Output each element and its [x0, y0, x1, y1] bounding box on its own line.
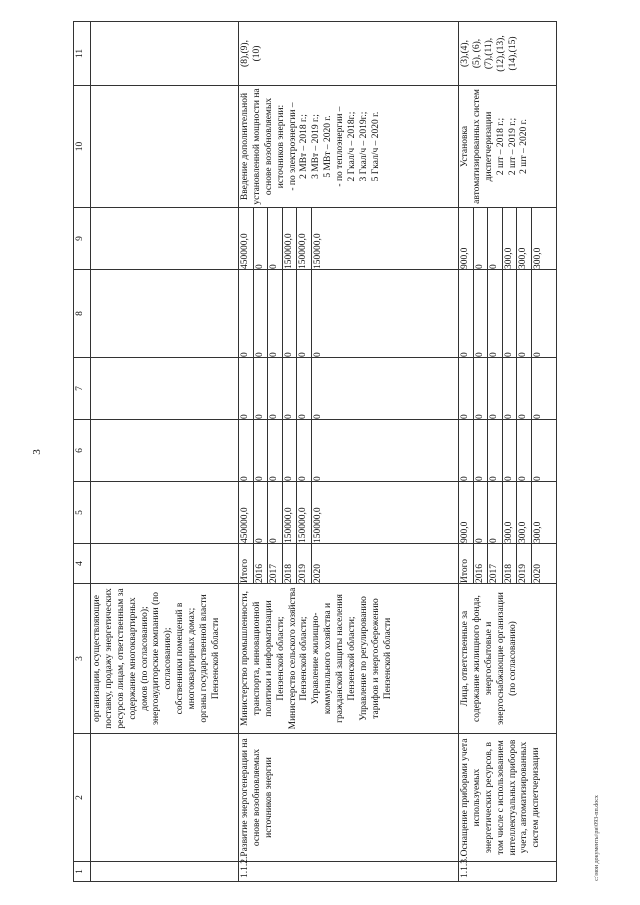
value-cell: 0	[267, 420, 282, 481]
cont-empty-4	[91, 544, 239, 584]
funding-col-9	[459, 208, 557, 270]
value-cell: 150000,0	[282, 208, 297, 269]
executors: Министерство промышленности, транспорта, инновационной политики и информатизации Пензенской области; Министерство сельского хозяйства Пензенской области; Управление жилищно-коммунального хозяйства и гражданской защиты населения Пензенской области; Управление по регулированию тарифов и энергосбережению Пензенской области	[239, 584, 459, 734]
value-cell: 0	[502, 358, 517, 419]
value-cell: 0	[296, 358, 311, 419]
indicator-refs: (8),(9), (10)	[239, 22, 459, 86]
value-cell: 0	[487, 270, 502, 357]
value-cell: 300,0	[516, 208, 531, 269]
col-header-2: 2	[74, 734, 91, 862]
year-label: 2016	[253, 544, 268, 583]
value-cell: 0	[473, 482, 488, 543]
target-indicator: Введение дополнительной установленной мощности на основе возобновляемых источников энергии: - по электроэнергии – 2 МВт – 2018 г.; 3 МВт – 2019 г.; 5 МВт – 2020 г. - по теплоэнергии – 2 Гкал/ч – 2018г.; 3 Гкал/ч – 2019г.; 5 Гкал/ч – 2020 г.	[239, 86, 459, 208]
value-cell: 0	[253, 482, 268, 543]
value-cell: 0	[267, 358, 282, 419]
value-cell: 0	[473, 420, 488, 481]
value-cell: 0	[516, 358, 531, 419]
value-cell: 0	[502, 270, 517, 357]
value-cell: 150000,0	[296, 208, 311, 269]
value-cell: 0	[460, 352, 470, 357]
value-cell: 0	[240, 476, 250, 481]
col-header-1: 1	[74, 862, 91, 882]
years-column	[459, 544, 557, 584]
value-cell: 0	[282, 358, 297, 419]
value-cell: 0	[473, 358, 488, 419]
col-header-9: 9	[74, 208, 91, 270]
value-cell: 0	[296, 270, 311, 357]
value-cell: 0	[311, 420, 326, 481]
col-header-8: 8	[74, 270, 91, 358]
value-cell: 0	[487, 208, 502, 269]
value-cell: 300,0	[531, 482, 546, 543]
year-label: 2018	[502, 544, 517, 583]
funding-col-7	[239, 358, 459, 420]
value-cell: 0	[282, 420, 297, 481]
value-cell: 0	[460, 414, 470, 419]
cont-empty-10	[91, 86, 239, 208]
table-row	[459, 22, 557, 882]
col-header-11: 11	[74, 22, 91, 86]
value-cell: 0	[311, 270, 326, 357]
value-cell: 150000,0	[311, 482, 326, 543]
value-cell: 150000,0	[282, 482, 297, 543]
years-column	[239, 544, 459, 584]
funding-col-7	[459, 358, 557, 420]
value-cell: 0	[253, 358, 268, 419]
value-cell: 0	[473, 270, 488, 357]
funding-total-column	[239, 482, 459, 544]
activity-name: Развитие энергогенерации на основе возобновляемых источников энергии	[239, 734, 459, 862]
year-total-label: Итого	[460, 558, 470, 583]
value-cell: 0	[487, 358, 502, 419]
activity-name: Оснащение приборами учета используемых энергетических ресурсов, в том числе с использованием интеллектуальных приборов учета, автоматизированных систем диспетчеризации	[459, 734, 557, 862]
col-header-4: 4	[74, 544, 91, 584]
value-cell: 0	[531, 270, 546, 357]
value-cell: 0	[516, 270, 531, 357]
value-cell: 0	[531, 420, 546, 481]
value-cell: 0	[253, 270, 268, 357]
value-cell: 0	[502, 420, 517, 481]
value-cell: 150000,0	[296, 482, 311, 543]
value-cell: 0	[267, 270, 282, 357]
funding-col-8	[459, 270, 557, 358]
value-cell: 0	[267, 482, 282, 543]
cont-name-cell	[91, 734, 239, 862]
cont-empty-11	[91, 22, 239, 86]
value-cell: 0	[267, 208, 282, 269]
value-cell: 300,0	[516, 482, 531, 543]
value-cell: 0	[460, 476, 470, 481]
program-activities-table	[73, 21, 557, 882]
year-label: 2020	[311, 544, 326, 583]
value-cell: 450000,0	[240, 233, 250, 269]
cont-empty-5	[91, 482, 239, 544]
value-cell: 900,0	[460, 247, 470, 269]
col-header-3: 3	[74, 584, 91, 734]
value-cell: 0	[487, 420, 502, 481]
value-cell: 300,0	[502, 482, 517, 543]
value-cell: 0	[253, 208, 268, 269]
target-indicator: Установка автоматизированных систем диспетчеризации 2 шт – 2018 г.; 2 шт – 2019 г.; 2 шт – 2020 г.	[459, 86, 557, 208]
col-header-6: 6	[74, 420, 91, 482]
value-cell: 300,0	[502, 208, 517, 269]
rotated-table-container	[73, 22, 548, 882]
value-cell: 0	[240, 352, 250, 357]
funding-col-8	[239, 270, 459, 358]
value-cell: 0	[531, 358, 546, 419]
footer-file-path: c:\мои документы\ри\093-пп.docx	[594, 795, 600, 881]
funding-col-9	[239, 208, 459, 270]
continuation-row	[91, 22, 239, 882]
value-cell: 0	[296, 420, 311, 481]
cont-executors-cell: организации, осуществляющие поставку, продажу энергетических ресурсов лицам, ответственным за содержание многоквартирных домов (по согласованию); энергоаудиторские компании (по согласованию); собственники помещений в многоквартирных домах; органы государственной власти Пензенской области	[91, 584, 239, 734]
value-cell: 450000,0	[240, 507, 250, 543]
col-header-7: 7	[74, 358, 91, 420]
table-row	[239, 22, 459, 882]
value-cell: 300,0	[531, 208, 546, 269]
value-cell: 0	[240, 414, 250, 419]
funding-col-6	[239, 420, 459, 482]
year-label: 2019	[296, 544, 311, 583]
value-cell: 0	[253, 420, 268, 481]
executors: Лица, ответственные за содержание жилищного фонда, энергосбытовые и энергоснабжающие организации (по согласованию)	[459, 584, 557, 734]
year-label: 2017	[267, 544, 282, 583]
value-cell: 0	[282, 270, 297, 357]
column-number-row	[74, 22, 91, 882]
year-label: 2020	[531, 544, 546, 583]
cont-empty-9	[91, 208, 239, 270]
value-cell: 0	[516, 420, 531, 481]
indicator-refs: (3),(4), (5), (6), (7),(11), (12),(13), (14),(15)	[459, 22, 557, 86]
page-number: 3	[31, 449, 43, 455]
value-cell: 900,0	[460, 521, 470, 543]
value-cell: 0	[473, 208, 488, 269]
row-number: 1.1.3.	[459, 862, 557, 882]
funding-total-column	[459, 482, 557, 544]
year-label: 2019	[516, 544, 531, 583]
year-total-label: Итого	[240, 558, 250, 583]
col-header-5: 5	[74, 482, 91, 544]
value-cell: 150000,0	[311, 208, 326, 269]
funding-col-6	[459, 420, 557, 482]
col-header-10: 10	[74, 86, 91, 208]
year-label: 2017	[487, 544, 502, 583]
row-number: 1.1.2.	[239, 862, 459, 882]
cont-empty-8	[91, 270, 239, 358]
value-cell: 0	[487, 482, 502, 543]
year-label: 2018	[282, 544, 297, 583]
cont-num-cell	[91, 862, 239, 882]
year-label: 2016	[473, 544, 488, 583]
cont-empty-6	[91, 420, 239, 482]
value-cell: 0	[311, 358, 326, 419]
cont-empty-7	[91, 358, 239, 420]
